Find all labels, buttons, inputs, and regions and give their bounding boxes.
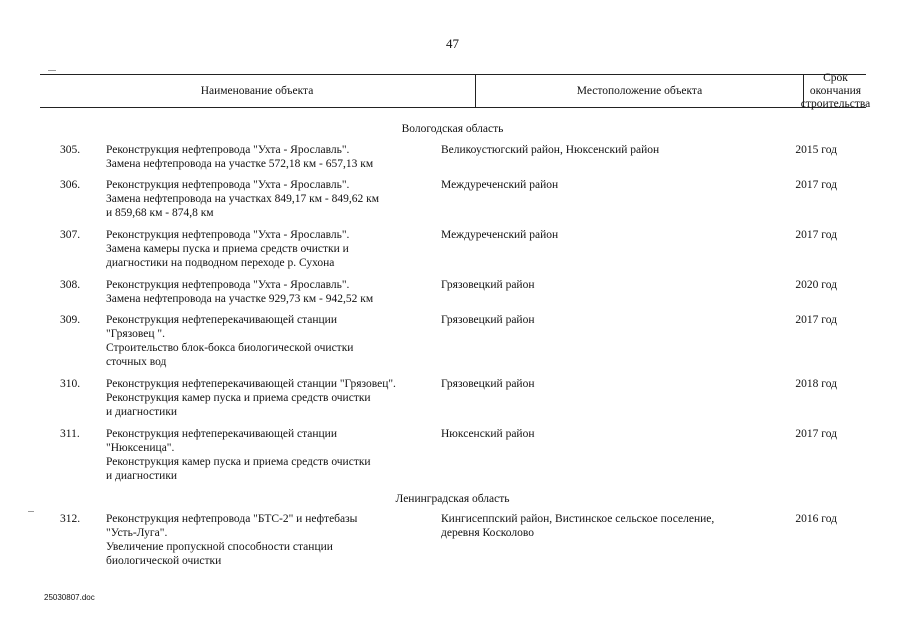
object-name-line: и диагностики xyxy=(106,470,178,482)
object-name-line: Замена нефтепровода на участках 849,17 км - 849,62 км xyxy=(106,193,379,205)
object-name-line: Реконструкция нефтепровода "БТС-2" и нефтебазы xyxy=(106,513,358,525)
object-location-line: Нюксенский район xyxy=(441,428,535,440)
object-name xyxy=(106,512,436,568)
scan-mark xyxy=(48,70,56,71)
object-name-line: биологической очистки xyxy=(106,555,222,567)
object-location-line: Междуреченский район xyxy=(441,229,559,241)
object-location-line: Междуреченский район xyxy=(441,179,559,191)
object-name-line: "Нюксеница". xyxy=(106,442,175,454)
header-term-line: строительства xyxy=(800,97,871,110)
object-location-line: деревня Косколово xyxy=(441,527,534,539)
region-heading: Вологодская область xyxy=(401,123,504,135)
header-completion-term xyxy=(800,71,871,110)
object-name xyxy=(106,427,436,483)
object-location-line: Великоустюгский район, Нюксенский район xyxy=(441,144,660,156)
object-name-line: сточных вод xyxy=(106,356,167,368)
row-number: 309. xyxy=(60,314,81,326)
page-number: 47 xyxy=(446,36,459,51)
object-location xyxy=(441,377,761,391)
row-number: 308. xyxy=(60,279,81,291)
completion-term: 2015 год xyxy=(795,144,837,156)
object-location-line: Кингисеппский район, Вистинское сельское поселение, xyxy=(441,513,715,525)
object-location-line: Грязовецкий район xyxy=(441,314,535,326)
object-location-line: Грязовецкий район xyxy=(441,378,535,390)
completion-term: 2016 год xyxy=(795,513,837,525)
object-name-line: Реконструкция нефтепровода "Ухта - Ярославль". xyxy=(106,144,350,156)
object-name-line: и диагностики xyxy=(106,406,178,418)
object-name-line: Реконструкция нефтепровода "Ухта - Ярославль". xyxy=(106,179,350,191)
row-number: 305. xyxy=(60,144,81,156)
row-number: 312. xyxy=(60,513,81,525)
object-name xyxy=(106,278,436,306)
header-object-name: Наименование объекта xyxy=(200,85,314,97)
object-name xyxy=(106,313,436,369)
object-name-line: Замена камеры пуска и приема средств очистки и xyxy=(106,243,349,255)
row-number: 306. xyxy=(60,179,81,191)
table-header xyxy=(40,71,871,110)
object-location xyxy=(441,512,761,540)
document-filename: 25030807.doc xyxy=(44,593,95,602)
object-name-line: Увеличение пропускной способности станции xyxy=(106,541,333,553)
object-name-line: диагностики на подводном переходе р. Сухона xyxy=(106,257,335,269)
object-name-line: Реконструкция нефтеперекачивающей станции xyxy=(106,428,337,440)
object-name-line: Реконструкция камер пуска и приема средств очистки xyxy=(106,392,371,404)
completion-term: 2020 год xyxy=(795,279,837,291)
completion-term: 2017 год xyxy=(795,428,837,440)
object-name-line: Строительство блок-бокса биологической очистки xyxy=(106,342,354,354)
object-name-line: Реконструкция нефтепровода "Ухта - Ярославль". xyxy=(106,279,350,291)
completion-term: 2017 год xyxy=(795,229,837,241)
header-term-line: Срок окончания xyxy=(809,71,862,97)
row-number: 307. xyxy=(60,229,81,241)
object-name xyxy=(106,143,436,171)
object-name-line: "Грязовец ". xyxy=(106,328,165,340)
row-number: 310. xyxy=(60,378,81,390)
object-name-line: Реконструкция камер пуска и приема средств очистки xyxy=(106,456,371,468)
object-name-line: Реконструкция нефтеперекачивающей станции xyxy=(106,314,337,326)
object-location xyxy=(441,228,761,242)
object-name-line: Реконструкция нефтеперекачивающей станции "Грязовец". xyxy=(106,378,396,390)
object-name xyxy=(106,377,436,419)
object-name xyxy=(106,228,436,270)
object-location xyxy=(441,278,761,292)
object-location xyxy=(441,313,761,327)
object-location-line: Грязовецкий район xyxy=(441,279,535,291)
object-name-line: Замена нефтепровода на участке 929,73 км - 942,52 км xyxy=(106,293,374,305)
row-number: 311. xyxy=(60,428,80,440)
object-name-line: и 859,68 км - 874,8 км xyxy=(106,207,214,219)
object-name-line: Замена нефтепровода на участке 572,18 км - 657,13 км xyxy=(106,158,374,170)
region-heading: Ленинградская область xyxy=(395,493,510,505)
object-location xyxy=(441,427,761,441)
object-location xyxy=(441,143,761,157)
object-name-line: Реконструкция нефтепровода "Ухта - Ярославль". xyxy=(106,229,350,241)
object-location xyxy=(441,178,761,192)
scan-mark xyxy=(28,511,34,512)
header-object-location: Местоположение объекта xyxy=(475,75,803,107)
object-name-line: "Усть-Луга". xyxy=(106,527,168,539)
object-name xyxy=(106,178,436,220)
completion-term: 2017 год xyxy=(795,179,837,191)
completion-term: 2017 год xyxy=(795,314,837,326)
completion-term: 2018 год xyxy=(795,378,837,390)
